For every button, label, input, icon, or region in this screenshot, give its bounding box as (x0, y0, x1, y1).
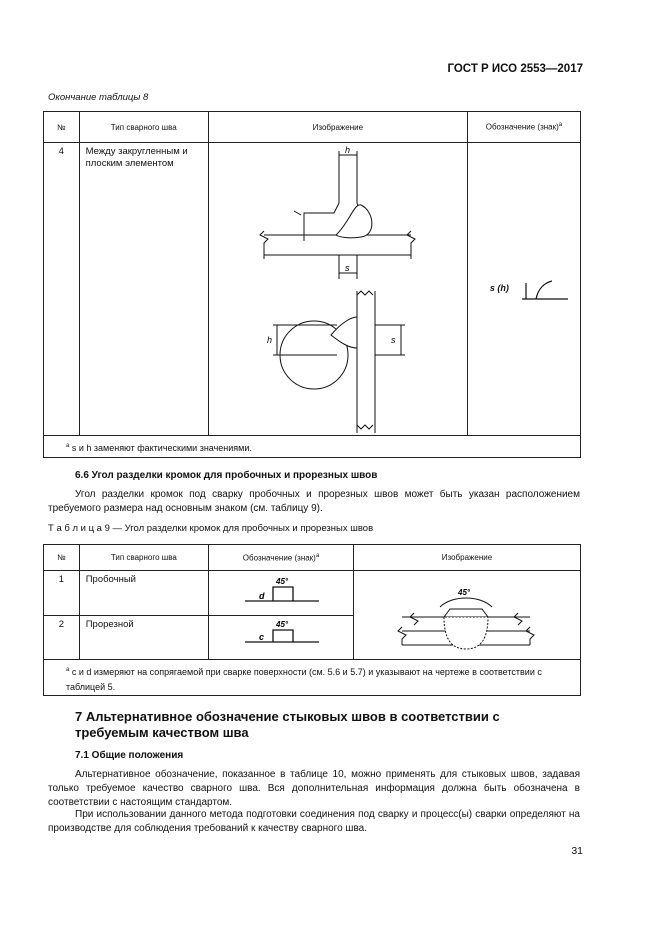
weld-drawing (209, 143, 467, 435)
row-symbol (467, 143, 580, 436)
table9-footnote: $^a$ c и d измеряют на сопрягаемой при сварке поверхности (см. 5.6 и 5.7) и указывают на чертеже в соответствии с таблицей 5. (44, 660, 581, 696)
section-7-heading: 7 Альтернативное обозначение стыковых швов в соответствии с требуемым качеством шва (75, 709, 500, 740)
letter-label: c (259, 631, 265, 642)
slot-symbol (209, 616, 355, 659)
section-7-1-para1: Альтернативное обозначение, показанное в таблице 10, можно применять для стыковых швов, задавая только требуемое качество сварного шва. Вся дополнительная информация должна быть обозначена в соответствии с настоящим стандартом. (48, 769, 580, 808)
row-type: Между закругленным и плоским элементом (79, 143, 208, 436)
section-6-6-text: Угол разделки кромок под сварку пробочных и прорезных швов может быть указан расположением требуемого размера над основным знаком (см. таблицу 9). (48, 489, 580, 514)
col-type: Тип сварного шва (79, 545, 208, 571)
col-num: № (44, 545, 80, 571)
image-angle-label: 45° (457, 588, 471, 597)
col-num: № (44, 112, 80, 143)
section-7-1-heading: 7.1 Общие положения (75, 750, 184, 761)
label-h-top: h (344, 145, 350, 155)
page-number: 31 (571, 845, 583, 857)
row-type: Прорезной (79, 615, 208, 660)
row-image (208, 143, 467, 436)
section-7-1-para2: При использовании данного метода подготовки соединения под сварку и процесс(ы) сварки определяют на производстве для соблюдения требований к качеству сварного шва. (48, 809, 580, 834)
row-num: 4 (44, 143, 80, 436)
table-row (44, 571, 581, 616)
angle-label: 45° (276, 619, 289, 629)
col-image: Изображение (208, 112, 467, 143)
label-s-bottom: s (390, 335, 396, 345)
table-row (44, 143, 581, 436)
document-header: ГОСТ Р ИСО 2553—2017 (447, 63, 583, 75)
row-num: 2 (44, 615, 80, 660)
col-type: Тип сварного шва (79, 112, 208, 143)
fillet-symbol (478, 271, 578, 311)
plug-weld-drawing (354, 571, 580, 659)
col-symbol: Обозначение (знак)$^a$ (467, 112, 580, 143)
table8-footnote: $^a$ s и h заменяют фактическими значениями. (44, 436, 581, 458)
label-h-bottom: h (266, 335, 272, 345)
letter-label: d (259, 591, 265, 601)
table9-caption: Т а б л и ц а 9 — Угол разделки кромок для пробочных и прорезных швов (48, 523, 374, 534)
section-6-6-heading: 6.6 Угол разделки кромок для пробочных и прорезных швов (75, 470, 378, 481)
symbol-label: s (h) (489, 283, 509, 293)
row-num: 1 (44, 571, 80, 616)
col-symbol: Обозначение (знак)$^a$ (209, 545, 354, 571)
row-symbol (209, 571, 354, 616)
col-image: Изображение (353, 545, 580, 571)
angle-label: 45° (276, 577, 289, 586)
row-image (353, 571, 580, 660)
row-symbol (209, 615, 354, 660)
table8-caption: Окончание таблицы 8 (48, 92, 149, 103)
table8 (43, 111, 581, 458)
row-type: Пробочный (79, 571, 208, 616)
label-s-top: s (344, 263, 350, 273)
table9 (43, 544, 581, 696)
plug-symbol (209, 571, 355, 614)
